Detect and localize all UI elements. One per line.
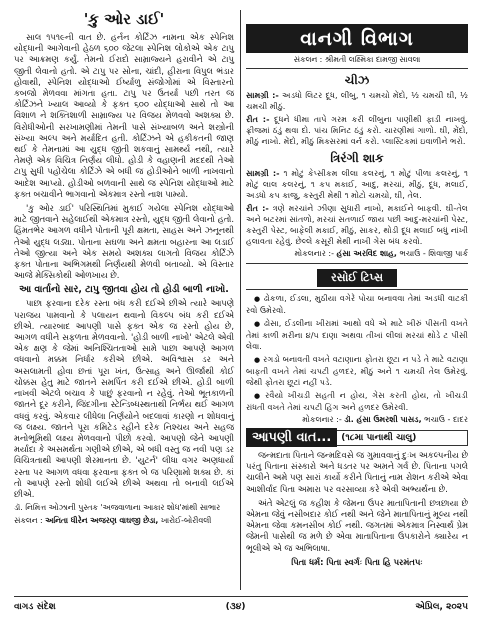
article-paragraph-1: સાલ ૧૫૧૯ની વાત છે. હર્નન કોર્ટિઝ નામના એક સ્પેનિશ યોદ્ધાની આગેવાની હેઠળ ૬૦૦ જેટલા સ્પેનિશ લોકોએ એક ટાપુ પર આક્રમણ કર્યું. તેમનો ઈરાદો સામ્રાજ્યને હરાવીને એ ટાપુ જીતી લેવાનો હતો. એ ટાપુ પર સોના, ચાંદી, હીરાના વિપુલ ભંડાર હોવાથી, સ્પેનિશ યોદ્ધાઓ ઈર્ષ્યાળુ સંજોગોમાં એ વિસ્તારનો કબજો મેળવવા માંગતા હતા. ટાપુ પર ઉતર્યા પછી તરત જ કોર્ટિઝને ખ્યાલ આવ્યો કે ફક્ત ૬૦૦ યોદ્ધાઓ સાથે તો આ વિશાળ ને શક્તિશાળી સામ્રાજ્ય પર વિજય મેળવવો અશક્ય છે. વિરોધીઓની સરખામણીમાં તેમની પાસે સંખ્યાબળ અને શસ્ત્રોની સંખ્યા અલ્પ અને મર્યાદિત હતી. કોર્ટિઝને એ હકીકતની જાણ થઈ કે તેમનામાં આ યુદ્ધ જીતી શકવાનું સામર્થ્ય નથી, ત્યારે તેમણે એક વિચિત્ર નિર્ણય લીધો. હોડી કે વહાણની મદદથી તેઓ ટાપુ સુધી પહોંચેલા કોર્ટિઝે એ બધી જ હોડીઓને બાળી નાખવાનો આદેશ આપ્યો. હોડીઓ બળવાની સાથે જ સ્પેનિશ યોદ્ધાઓ માટે ફક્ત બચાવીને ભાગવાનો એકમાત્ર રસ્તો નાશ પામ્યો. <box>14 32 234 199</box>
recipe-2-method <box>246 203 468 247</box>
ingredients-text: ૧ મોટું કેપ્સીકમ લીલા કલરનું, ૧ મોટું પીળા કલરનું, ૧ મોટું લાલ કલરનું, ૧ કપ મકાઈ, આદુ, મરચાં, મીઠું, દૂધ, મલાઈ, અડધો કપ કાજુ, કસ્તુરી મેથી ૧ મોટો ચમચો, ઘી, તેલ. <box>246 168 468 200</box>
left-column <box>14 10 234 526</box>
method-text: દૂધને ધીમા તાપે ગરમ કરી લીંબુના પાણીથી ફાડી નાખવું. ફ્રીજમાં ઠંડું થવા દો. પાંચ મિનિટ ઠંડું કરો. ચારણીમાં ગાળો. ઘી, મેંદો, મીઠું નાખો. મેંદો, મીઠું મિક્સરમાં વર્ન કરો. પ્લાસ્ટિકમાં ઇવાળીને ભરો. <box>246 114 469 146</box>
recipe-1-method <box>246 114 468 147</box>
magazine-name: વાગડ સંદેશ <box>14 602 56 612</box>
sender-name: ડૉ. હંસા ઉમરશી પાસડ, <box>344 415 422 424</box>
compiler-place: ખારોઈ-બોરીવલી <box>160 515 212 525</box>
sender-name: હંસા અરવિંદ શાહ, <box>336 249 397 258</box>
sender-label: મોકલનાર :- <box>294 249 334 258</box>
story-paragraph-1: જન્મદાતા પિતાને જન્મદિવસે જ ગુમાવવાનું દુઃખ અકલ્પનીય છે પરંતુ પિતાના સંસ્કારો અને ધડતર પર અમને ગર્વ છે. પિતાના પગલે ચાલીને અમે પણ સારાં કાર્યો કરીને પિતાનું નામ રોશન કરીએ એવા આશીર્વાદ પિતા અમારા પર વરસાવ્યા કરે એવી અભ્યર્થના છે. <box>246 450 468 494</box>
sender-place: ભચાઉ - શિવાજી પાર્ક <box>399 249 468 258</box>
ingredients-text: અડધો લિટર દૂધ, લીંબુ, ૧ ચમચો મેંદો, ½ ચમચી ઘી, ½ ચમચી મીઠું. <box>246 90 468 111</box>
tip-text: ઢોસા, ઈડલીના ખીરામાં આથો વધે એ માટે ખીરું પીસતી વખતે તેમાં કાળી મરીના ૪/૫ દાણા અથવા તીખાં લીલાં મરચાં થોડે ટ પીસી લેવા. <box>246 318 468 351</box>
right-column <box>246 10 468 571</box>
story-paragraph-2: અંતે એટલું જ કહીશ કે જેમના ઉપર માતાપિતાની છત્રછાયા છે એમના જેવું નસીબદાર કોઈ નથી અને જેને માતાપિતાનું મૂલ્ય નથી એમના જેવા કમનસીબ કોઈ નથી. જગતમાં એકમાત્ર નિસ્વાર્થ પ્રેમ જેમની પાસેથી જ મળે છે એવા માતાપિતાના ઉપકારોને ક્યારેય ન ભૂલીએ એ જ અભિલાષા. <box>246 497 468 553</box>
recipe-section-banner: વાનગી વિભાગ <box>246 24 468 53</box>
issue-date: એપ્રિલ, ૨૦૨૫ <box>415 602 468 612</box>
tips-sender <box>246 415 468 425</box>
story-title: આપણી વાત... <box>246 428 337 447</box>
column-divider <box>240 10 241 590</box>
page-footer <box>14 599 468 615</box>
article-source-credit: ડૉ. નિમિત્ત ઓઝાની પુસ્તક 'અજવાળાના આકાર શોધ'માંથી સાભાર <box>14 503 221 513</box>
tips-header <box>246 263 468 290</box>
method-label: રીત :- <box>246 203 269 213</box>
ingredients-label: સામગ્રી :- <box>246 168 280 178</box>
article-paragraph-2: 'કુ ઓર ડાઈ' પરિસ્થિતિમાં મુકાઈ ગયેલા સ્પેનિશ યોદ્ધાઓ માટે જીતવાને સહેલાઈથી એકમાત્ર રસ્તો, યુદ્ધ જીતી લેવાનો હતો. હિંમતભેર આગળ વધીને પોતાની પૂરી ક્ષમતા, સાહસ અને ઝનૂનથી તેઓ યુદ્ધ લડ્યા. પોતાના સઘળા અને ક્ષમતા બહારના આ લડાઈ તેઓ જીત્યા અને એક સમયે અશક્ય લાગતો વિજય કોર્ટિઝે ફક્ત પોતાના અભિગમથી નિર્ણયથી મેળવી બતાવ્યો. એ વિસ્તાર આજે મેક્સિકોથી ઓળખાય છે. <box>14 203 234 281</box>
bullet-icon: ● <box>254 392 263 400</box>
article-title: 'કુ ઓર ડાઈ' <box>83 10 165 28</box>
method-label: રીત :- <box>246 114 270 124</box>
sender-label: મોકલનાર :- <box>302 415 342 424</box>
tip-text: ઢોકળા, ઈડલા, મુઠીયા વગેરે પોચા બનાવવા તેમાં અડધી વાટકી રવો ઉમેરવો. <box>246 293 469 315</box>
recipe-2-ingredients <box>246 168 468 201</box>
story-continued-note: (૧૮મા પાનાથી ચાલુ) <box>337 430 468 446</box>
story-header <box>246 428 468 447</box>
article-subheading: આ વાર્તાનો સાર, ટાપુ જીતવા હોય તો હોડી બાળી નાખો. <box>19 284 229 296</box>
recipe-section-compiler: સંકલન : શ્રીમતી લક્ષ્મિકા દામજી સાવલા <box>246 53 468 69</box>
article-paragraph-3: પાછા ફરવાના દરેક રસ્તા બંધ કરી દઈએ છીએ ત્યારે આપણે પરાજય પામવાનો કે પલાયન થવાનો વિકલ્પ બંધ કરી દઈએ છીએ. ત્યારબાદ આપણી પાસે ફક્ત એક જ રસ્તો હોય છે, આગળ વધીને સફળતા મેળવવાનો. 'હોડી બાળી નાખો' એટલે એવી એક ક્ષણ કે જેમાં અનિશ્ચિતતાઓ સામે પાછા આપણે આગળ વધવાનો મક્કમ નિર્ધાર કરીએ છીએ. અવિશ્વાસ ડર અને અસલામતી હોવા છતાં પૂરા ખંત, ઉત્સાહ અને ઊર્જાથી કોઈ ચોક્કસ હેતુ માટે જાતને સમર્પિત કરી દઈએ છીએ. હોડી બાળી નાખવી એટલે બચાવ કે પાછું ફરવાનો ન રહેવું. તેઓ ભૂતકાળની જાતને દૂર કરીને, જિંદગીના સ્ટેન્ડિબ્ધસ્થતાથી નિર્ભય થઈ આગળ વધવું કરવું. એકવાર લીધેલા નિર્ણયોને બદલાવાં કારણો ન શોધવાનું જ લક્ષ્ય. જાતને પૂરા કમિટેડ રહીને દરેક નિશ્ચય અને સહજ મનોભૂમિથી લક્ષ્ય મેળવવાનો પીછો કરવો. આપણો જેને આપણી મર્યાદા કે અસમર્થતા ગણીએ છીએ, એ બધી વસ્તુ જ નવી પણ ડર વિચિત્રતાથી આપણી શેરમાનતા છે. 'યુટર્ન' લીધા વગર અણધાર્યા રસ્તા પર આગળ વધવા ફરવાના ફક્ત બે જ પરિણામો શક્ય છે. કાં તો આપણે રસ્તો શોધી લઈએ છીએ અથવા તો બનાવી લઈએ છીએ. <box>14 298 234 499</box>
tips-title: રસોઈ ટિપ્સ <box>317 269 397 287</box>
footer-divider <box>14 596 468 597</box>
tip-item <box>246 354 468 388</box>
recipe-2-title: ત્રિરંગી શાક <box>330 151 384 165</box>
page-number: (૩૪) <box>225 602 246 612</box>
compiler-name: અનિતા ધીરેન અજરણ વાઘજી છેડા, <box>45 515 159 525</box>
tip-item <box>246 318 468 352</box>
compiler-label: સંકલન : <box>14 515 43 525</box>
recipe-sender <box>246 249 468 259</box>
tip-text: રવૈયો ખીચડી સહતી ન હોય, ગેસ કરતી હોય, તો ખીચડી રાંધતી વખતે તેમાં ચપટી હિંગ અને હળદર ઉમેરવી. <box>246 390 468 412</box>
bullet-icon: ● <box>254 295 261 303</box>
story-closing-verse: પિતા ધર્મ: પિતા સ્વર્ગઃ પિતા હિ પરમંતપઃ <box>291 556 423 567</box>
recipe-1-title: ચીઝ <box>344 73 370 87</box>
sender-place: ભચાઉ - દાદર <box>424 415 468 424</box>
tip-item <box>246 293 468 316</box>
ingredients-label: સામગ્રી :- <box>246 90 279 100</box>
bullet-icon: ● <box>254 356 261 364</box>
tip-text: રગડો બનાવતી વખતે વટાણાના ફોતરા છૂટા ન પડે તે માટે વટાણા બાફતી વખતે તેમાં ચપટી હળદર, મીઠું અને ૧ ચમચી તેલ ઉમેરવું. જેથી ફોતરા છૂટાં નહીં પડે. <box>246 354 469 387</box>
bullet-icon: ● <box>254 320 262 328</box>
recipe-1-ingredients <box>246 90 468 112</box>
article-compiler-credit <box>14 516 234 527</box>
method-text: ત્રણે મરચાંને ઝીણા સુધારી નાખો, મકાઈને બાફવી. ઘી-તેલ અને બટરમાં સાંતળો, મરચાં સતળાઈ જાય પછી આદુ-મરચાંની પેસ્ટ, કસ્તુરી પેસ્ટ, બાફેલી મકાઈ, મીઠું, સાકર, થોડી દૂધ મલાઈ બધું નાંખી હલાવતા રહેવું. છેલ્લે કસૂરી મેથી નાખી ગેસ બંધ કરવો. <box>246 203 468 246</box>
tip-item <box>246 390 468 413</box>
